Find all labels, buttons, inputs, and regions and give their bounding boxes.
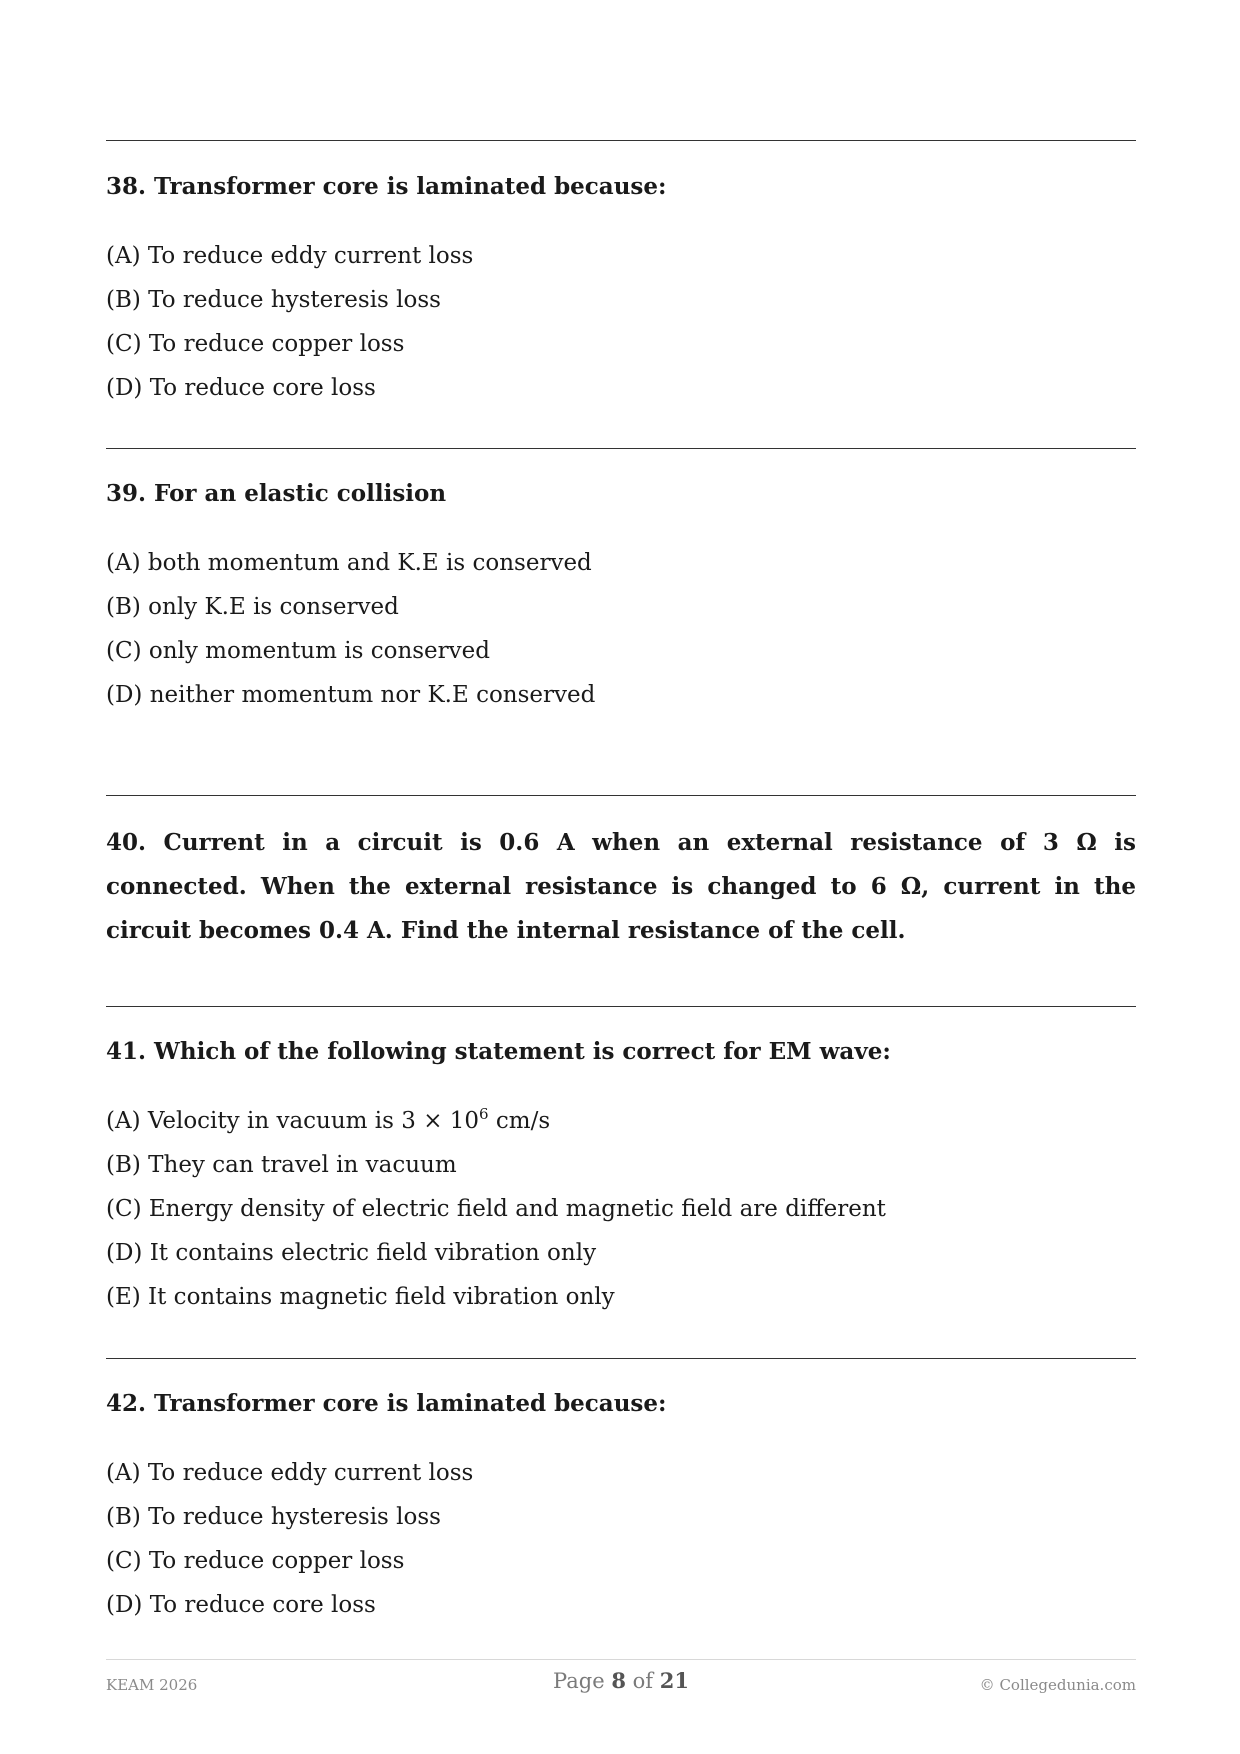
options-list bbox=[106, 234, 1136, 410]
exponent: 6 bbox=[479, 1105, 489, 1123]
option-a: (A) To reduce eddy current loss bbox=[106, 243, 474, 269]
page-footer bbox=[106, 1668, 1136, 1698]
option-d: (D) To reduce core loss bbox=[106, 375, 376, 401]
question-title: 41. Which of the following statement is correct for EM wave: bbox=[106, 1038, 891, 1065]
question-title: 42. Transformer core is laminated because: bbox=[106, 1390, 667, 1417]
option-b: (B) They can travel in vacuum bbox=[106, 1152, 457, 1178]
option-b: (B) To reduce hysteresis loss bbox=[106, 1504, 441, 1530]
page-prefix: Page bbox=[553, 1669, 612, 1693]
option-d: (D) neither momentum nor K.E conserved bbox=[106, 682, 596, 708]
option-d: (D) It contains electric field vibration only bbox=[106, 1240, 597, 1266]
option-b: (B) only K.E is conserved bbox=[106, 594, 399, 620]
page-current: 8 bbox=[611, 1668, 626, 1693]
question-41 bbox=[106, 1030, 1136, 1319]
page-mid: of bbox=[625, 1669, 660, 1693]
option-c: (C) only momentum is conserved bbox=[106, 638, 490, 664]
question-title: 39. For an elastic collision bbox=[106, 480, 447, 507]
question-title: 40. Current in a circuit is 0.6 A when an external resistance of 3 Ω is connected. When the external resistance is changed to 6 Ω, current in the circuit becomes 0.4 A. Find the internal resistance of the cell. bbox=[106, 829, 1136, 944]
option-a bbox=[106, 1099, 1136, 1143]
footer-divider bbox=[106, 1659, 1136, 1660]
exam-name: KEAM 2026 bbox=[106, 1676, 198, 1694]
option-b: (B) To reduce hysteresis loss bbox=[106, 287, 441, 313]
option-c: (C) To reduce copper loss bbox=[106, 1548, 405, 1574]
exam-page bbox=[106, 0, 1136, 1754]
question-divider bbox=[106, 140, 1136, 141]
option-e: (E) It contains magnetic field vibration only bbox=[106, 1284, 615, 1310]
question-divider bbox=[106, 795, 1136, 796]
question-divider bbox=[106, 1006, 1136, 1007]
question-divider bbox=[106, 1358, 1136, 1359]
question-divider bbox=[106, 448, 1136, 449]
option-a-unit: cm/s bbox=[488, 1108, 551, 1134]
option-a: (A) both momentum and K.E is conserved bbox=[106, 550, 592, 576]
options-list bbox=[106, 1099, 1136, 1319]
options-list bbox=[106, 541, 1136, 717]
question-39 bbox=[106, 472, 1136, 717]
question-42 bbox=[106, 1382, 1136, 1627]
options-list bbox=[106, 1451, 1136, 1627]
option-c: (C) Energy density of electric field and magnetic field are different bbox=[106, 1196, 886, 1222]
option-d: (D) To reduce core loss bbox=[106, 1592, 376, 1618]
question-title: 38. Transformer core is laminated because: bbox=[106, 173, 667, 200]
question-38 bbox=[106, 165, 1136, 410]
copyright: © Collegedunia.com bbox=[979, 1676, 1136, 1694]
option-c: (C) To reduce copper loss bbox=[106, 331, 405, 357]
page-total: 21 bbox=[659, 1668, 689, 1693]
option-a: (A) To reduce eddy current loss bbox=[106, 1460, 474, 1486]
question-40 bbox=[106, 821, 1136, 953]
option-a-text: (A) Velocity in vacuum is 3 × 10 bbox=[106, 1108, 480, 1134]
